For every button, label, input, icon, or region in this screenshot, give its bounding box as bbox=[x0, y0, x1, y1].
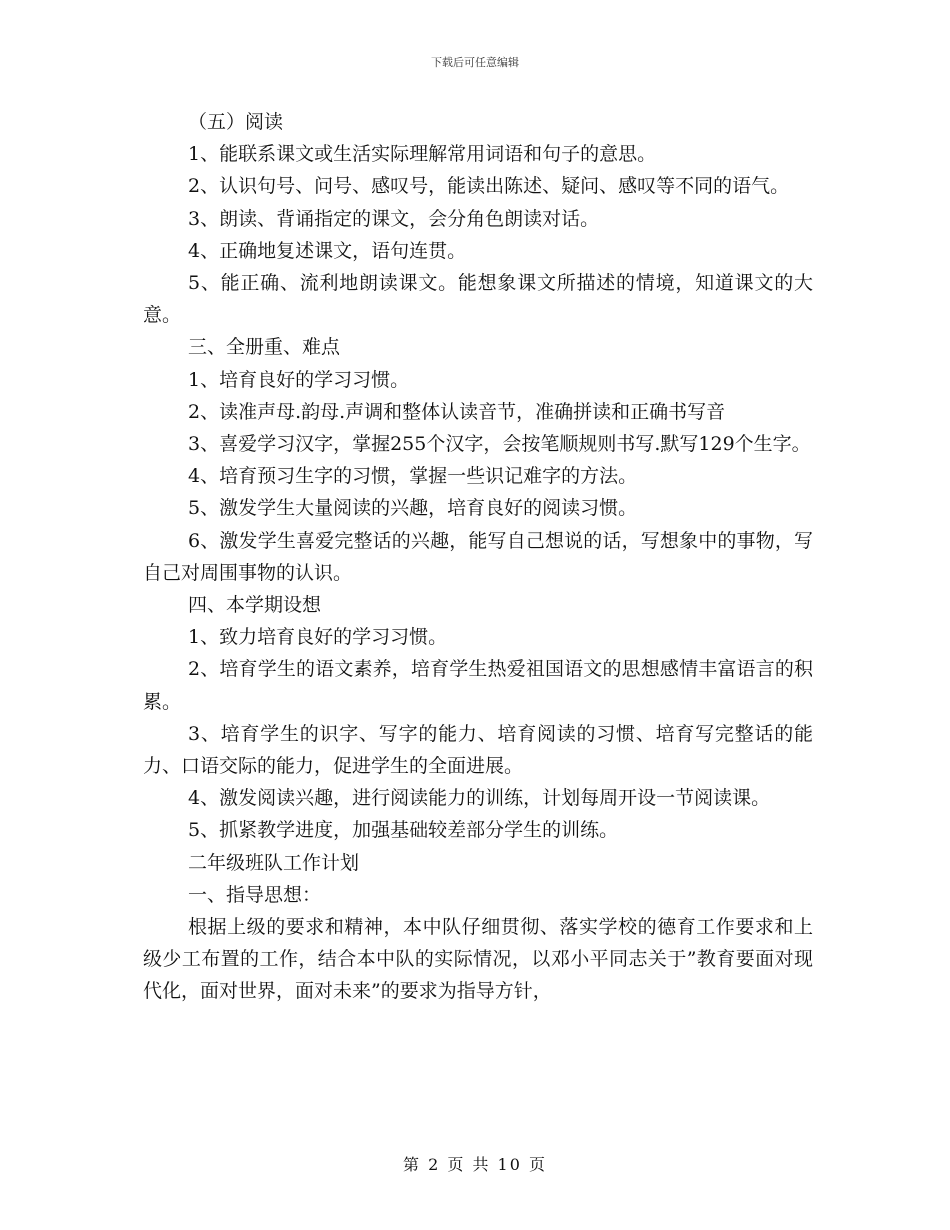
paragraph: 4、激发阅读兴趣，进行阅读能力的训练，计划每周开设一节阅读课。 bbox=[188, 787, 771, 810]
paragraph: 6、激发学生喜爱完整话的兴趣，能写自己想说的话，写想象中的事物，写自己对周围事物的认识。 bbox=[143, 529, 813, 584]
section-heading: 四、本学期设想 bbox=[188, 594, 322, 617]
paragraph: 1、致力培育良好的学习习惯。 bbox=[188, 626, 448, 649]
paragraph: 4、正确地复述课文，语句连贯。 bbox=[188, 239, 467, 262]
paragraph: 3、朗读、背诵指定的课文，会分角色朗读对话。 bbox=[188, 207, 600, 230]
paragraph: （五）阅读 bbox=[188, 111, 284, 133]
page-number: 第 2 页 共 10 页 bbox=[403, 1155, 547, 1174]
paragraph: 2、读准声母.韵母.声调和整体认读音节，准确拼读和正确书写音 bbox=[188, 400, 726, 423]
paragraph: 1、能联系课文或生活实际理解常用词语和句子的意思。 bbox=[188, 143, 657, 166]
section-heading: 一、指导思想： bbox=[188, 883, 322, 906]
paragraph: 5、抓紧教学进度，加强基础较差部分学生的训练。 bbox=[188, 819, 619, 842]
document-title: 二年级班队工作计划 bbox=[188, 851, 360, 874]
paragraph: 根据上级的要求和精神，本中队仔细贯彻、落实学校的德育工作要求和上级少工布置的工作，结合本中队的实际情况，以邓小平同志关于”教育要面对现代化，面对世界，面对未来”的要求为指导方针， bbox=[143, 916, 813, 1003]
paragraph: 3、培育学生的识字、写字的能力、培育阅读的习惯、培育写完整话的能力、口语交际的能力，促进学生的全面进展。 bbox=[143, 722, 813, 778]
paragraph: 4、培育预习生字的习惯，掌握一些识记难字的方法。 bbox=[188, 465, 638, 488]
paragraph: 1、培育良好的学习习惯。 bbox=[188, 368, 410, 391]
paragraph: 2、认识句号、问号、感叹号，能读出陈述、疑问、感叹等不同的语气。 bbox=[188, 175, 790, 198]
paragraph: 2、培育学生的语文素养，培育学生热爱祖国语文的思想感情丰富语言的积累。 bbox=[143, 658, 813, 713]
header-note: 下载后可任意编辑 bbox=[431, 56, 519, 69]
paragraph: 3、喜爱学习汉字，掌握255个汉字，会按笔顺规则书写.默写129个生字。 bbox=[188, 433, 811, 456]
section-heading: 三、全册重、难点 bbox=[188, 336, 341, 359]
document-body bbox=[143, 106, 813, 1008]
paragraph: 5、激发学生大量阅读的兴趣，培育良好的阅读习惯。 bbox=[188, 497, 638, 520]
paragraph: 5、能正确、流利地朗读课文。能想象课文所描述的情境，知道课文的大意。 bbox=[143, 272, 813, 327]
